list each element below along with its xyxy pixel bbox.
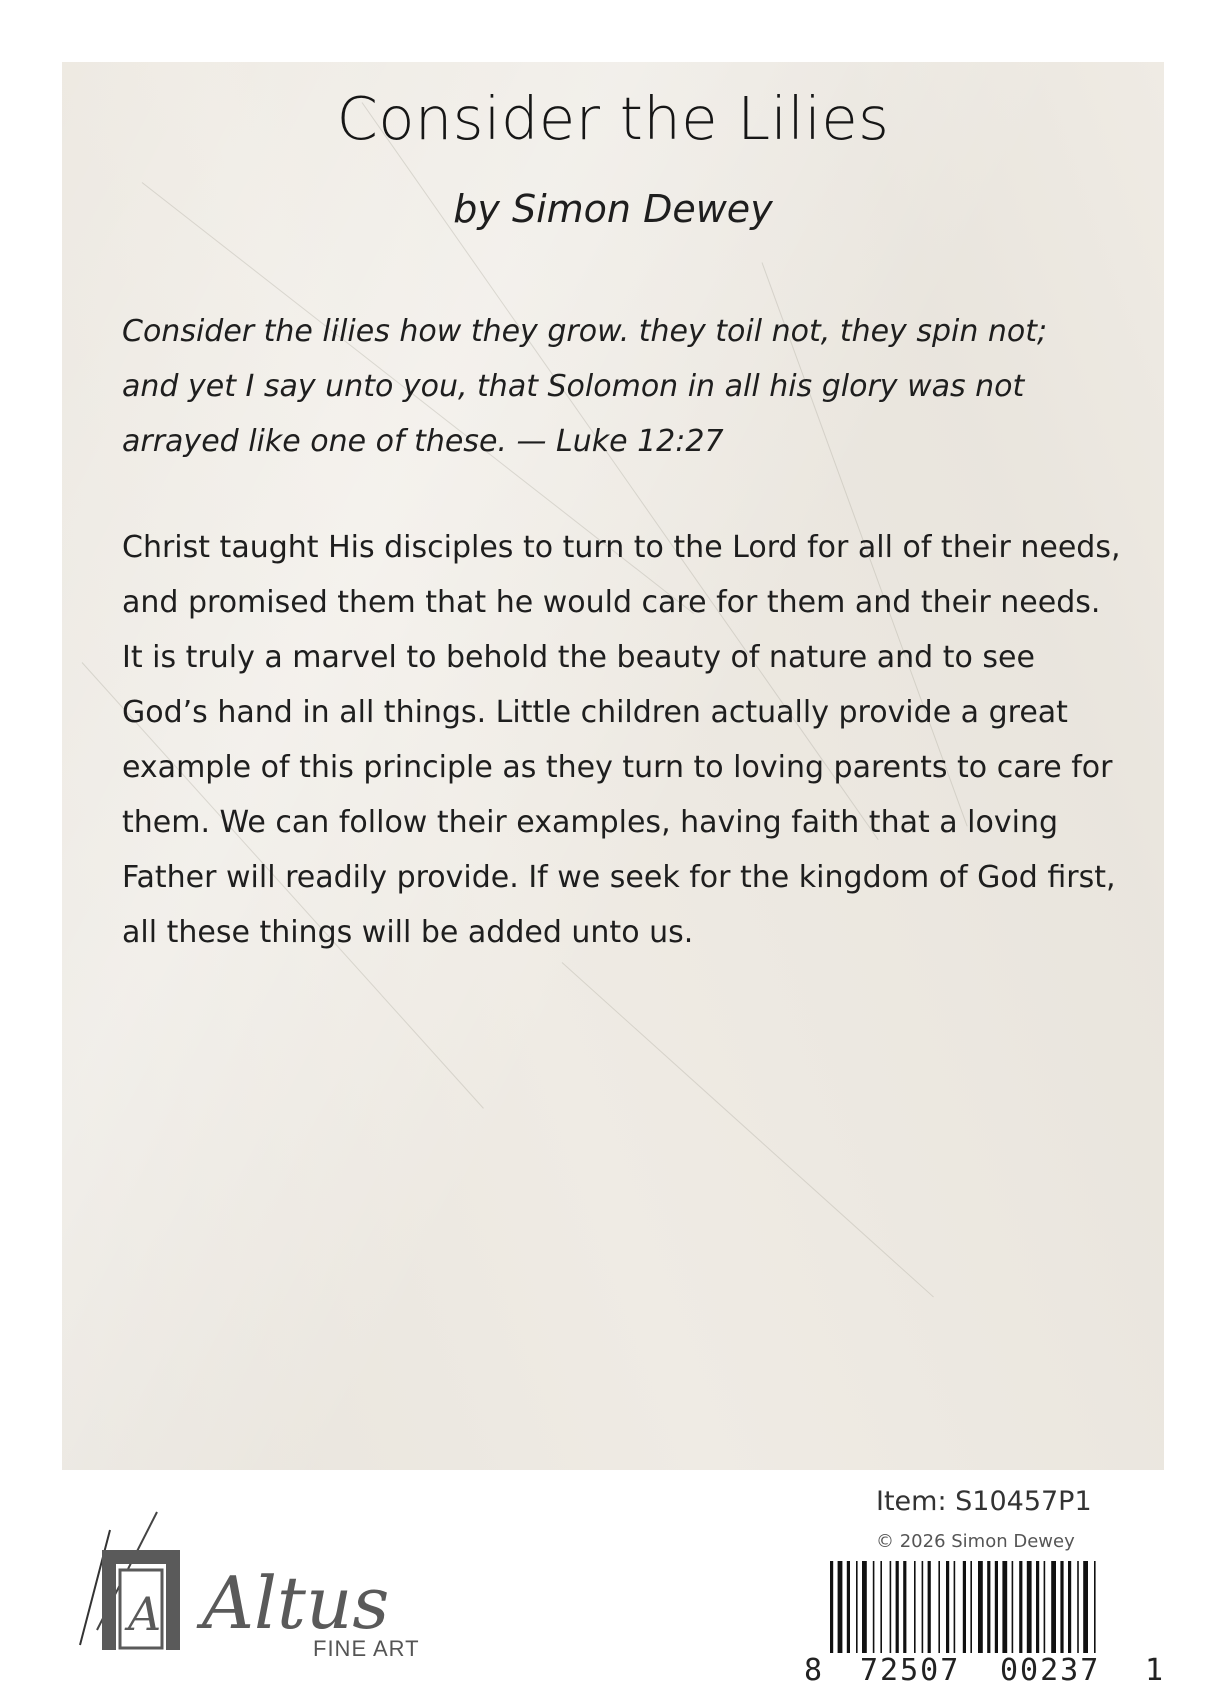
- marble-background-panel: [62, 62, 1164, 1470]
- page-title: Consider the Lilies: [336, 84, 890, 153]
- author-byline: by Simon Dewey: [453, 187, 773, 231]
- barcode-digit-check: 1: [1145, 1653, 1164, 1685]
- item-number: Item: S10457P1: [876, 1486, 1092, 1517]
- barcode-digit-lead: 8: [804, 1653, 823, 1685]
- description-paragraph: Christ taught His disciples to turn to the Lord for all of their needs, and promised them that he would care for them and their needs. It is truly a marvel to behold the beauty of nature and to see God’s hand in all things. Little children actually provide a great example of this principle as they turn to loving parents to care for them. We can follow their examples, having faith that a loving Father will readily provide. If we seek for the kingdom of God first, all these things will be added unto us.: [122, 530, 1121, 950]
- scripture-quote: Consider the lilies how they grow. they toil not, they spin not; and yet I say unto you, that Solomon in all his glory was not arrayed like one of these. — Luke 12:27: [122, 314, 1048, 459]
- barcode: [800, 1555, 1170, 1685]
- copyright-notice: © 2026 Simon Dewey: [876, 1531, 1075, 1552]
- barcode-digits-right: 00237: [1000, 1653, 1101, 1685]
- barcode-bars: [830, 1561, 1096, 1653]
- altus-fine-art-logo: [62, 1510, 442, 1660]
- logo-tagline: FINE ART: [313, 1636, 420, 1660]
- svg-text:A: A: [128, 1587, 162, 1641]
- logo-name: Altus: [202, 1561, 390, 1645]
- barcode-digits-left: 72507: [860, 1653, 961, 1685]
